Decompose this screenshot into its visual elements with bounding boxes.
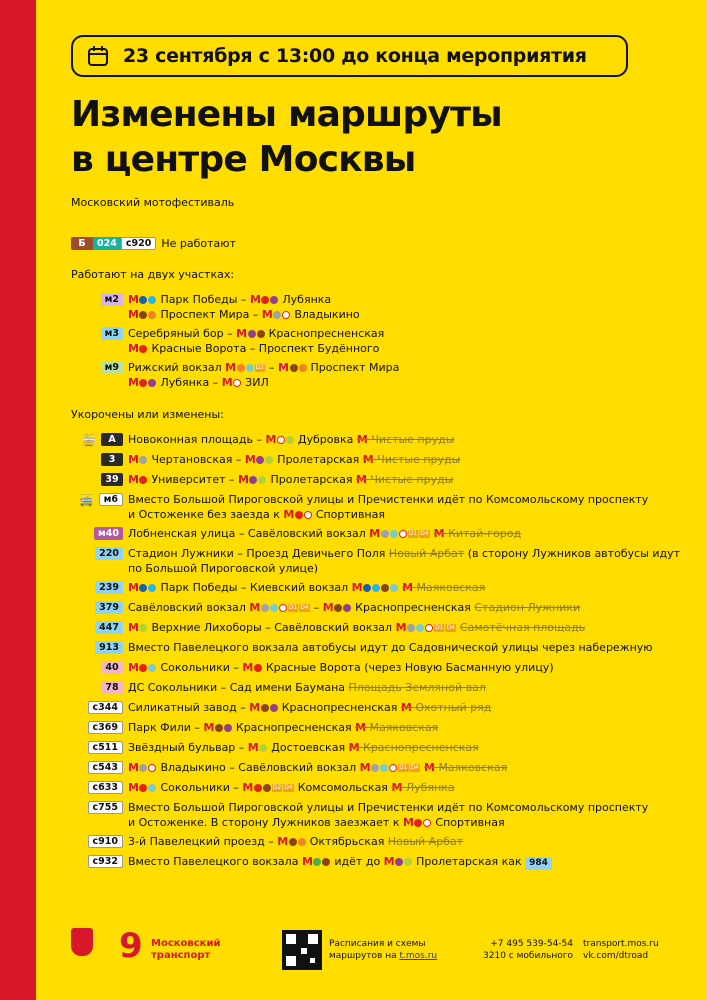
schedule-info: Расписания и схемы маршрутов на t.mos.ru [329,939,438,961]
route-badge: 39 [101,473,123,486]
route-badge: 40 [101,661,123,674]
transport-logo-icon: 9 [119,926,143,966]
route-row: 239 M Парк Победы – Киевский вокзал M M Маяковская [71,580,485,595]
trolleybus-icon: 🚎 [79,494,94,507]
not-working-text: Не работают [161,237,236,250]
route-row: 40 M Сокольники – M Красные Ворота (через Новую Басманную улицу) [71,660,554,675]
route-badge: 913 [95,641,123,654]
date-text: 23 сентября с 13:00 до конца мероприятия [123,45,587,67]
footer [71,928,666,970]
section-header: Укорочены или изменены: [71,408,224,421]
route-row: м2 M Парк Победы – M Лубянка M Проспект Мира – M Владыкино [71,292,360,322]
not-working-row [71,236,236,251]
page-title: Изменены маршруты в центре Москвы [71,94,502,180]
route-badge: м2 [101,293,123,306]
route-row: с369 Парк Фили – M Краснопресненская M Маяковская [71,720,438,735]
section-header: Работают на двух участках: [71,268,235,281]
route-badge: м6 [99,493,123,506]
route-row: с755 Вместо Большой Пироговской улицы и Пречистенки идёт по Комсомольскому проспекту и Остоженке. В сторону Лужников заезжает к M Спортивная [71,800,648,830]
route-row: 78 ДС Сокольники – Сад имени Баумана Площадь Земляной вал [71,680,486,695]
route-row: 913 Вместо Павелецкого вокзала автобусы идут до Садовнической улицы через набережную [71,640,653,655]
event-subtitle: Московский мотофестиваль [71,196,235,209]
route-badge: с344 [88,701,123,714]
route-badge: с910 [88,835,123,848]
phone-info: +7 495 539-54-54 3210 с мобильного [483,939,573,961]
qr-code-icon[interactable] [282,930,322,970]
route-row: 🚋 А Новоконная площадь – M Дубровка M Чистые пруды [82,433,455,447]
route-badge: с932 [88,855,123,868]
route-badge: Б [71,237,93,250]
route-row: м40 Лобненская улица – Савёловский вокзал M D1 D4 M Китай-город [71,526,521,541]
route-badge: м40 [94,527,123,540]
route-row: с633 M Сокольники – M D2 D4 Комсомольская M Лубянка [71,780,455,795]
date-banner [71,35,628,77]
calendar-icon [87,45,109,67]
site-info [583,938,659,962]
left-red-stripe [0,0,36,1000]
route-badge: 239 [95,581,123,594]
route-badge: м3 [101,327,123,340]
route-badge: с633 [88,781,123,794]
route-badge: 447 [95,621,123,634]
route-badge: 78 [101,681,123,694]
route-badge: 3 [101,453,123,466]
route-row: с910 3-й Павелецкий проезд – M Октябрьская Новый Арбат [71,834,463,849]
route-row: 39 M Университет – M Пролетарская M Чистые пруды [71,472,453,487]
route-badge: с511 [88,741,123,754]
route-row: м3 Серебряный бор – M Краснопресненская M Красные Ворота – Проспект Будённого [71,326,384,356]
route-row: 🚎 м6 Вместо Большой Пироговской улицы и Пречистенки идёт по Комсомольскому проспекту и Остоженке без заезда к M Спортивная [79,493,649,521]
vk-link[interactable]: vk.com/dtroad [583,951,649,961]
route-row: 379 Савёловский вокзал M D1 D4 – M Краснопресненская Стадион Лужники [71,600,580,615]
route-badge: А [101,433,123,446]
route-row: 220 Стадион Лужники – Проезд Девичьего Поля Новый Арбат (в сторону Лужников автобусы идут по Большой Пироговской улице) [71,546,680,576]
route-row: с344 Силикатный завод – M Краснопресненская M Охотный ряд [71,700,491,715]
route-badge: 984 [525,857,552,870]
route-row: 3 M Чертановская – M Пролетарская M Чистые пруды [71,452,460,467]
moscow-coat-of-arms-icon [71,928,93,956]
route-row: с932 Вместо Павелецкого вокзала M идёт до M Пролетарская как 984 [71,854,552,870]
brand-name: Московский транспорт [151,938,221,961]
route-row: м9 Рижский вокзал M D2 – M Проспект Мира M Лубянка – M ЗИЛ [71,360,399,390]
route-badge: с920 [121,237,156,250]
route-badge: 220 [95,547,123,560]
route-row: с511 Звёздный бульвар – M Достоевская M Краснопресненская [71,740,479,755]
route-row: с543 M Владыкино – Савёловский вокзал M D1 D4 M Маяковская [71,760,507,775]
route-badge: с543 [88,761,123,774]
schedule-link[interactable]: t.mos.ru [399,951,438,961]
route-badge: с755 [88,801,123,814]
route-badge: м9 [101,361,123,374]
route-badge: 024 [93,237,121,250]
route-row: 447 M Верхние Лихоборы – Савёловский вокзал M D1 D4 Самотёчная площадь [71,620,585,635]
tram-icon: 🚋 [82,434,96,447]
site-link[interactable]: transport.mos.ru [583,939,659,949]
route-badge: 379 [95,601,123,614]
route-badge: с369 [88,721,123,734]
